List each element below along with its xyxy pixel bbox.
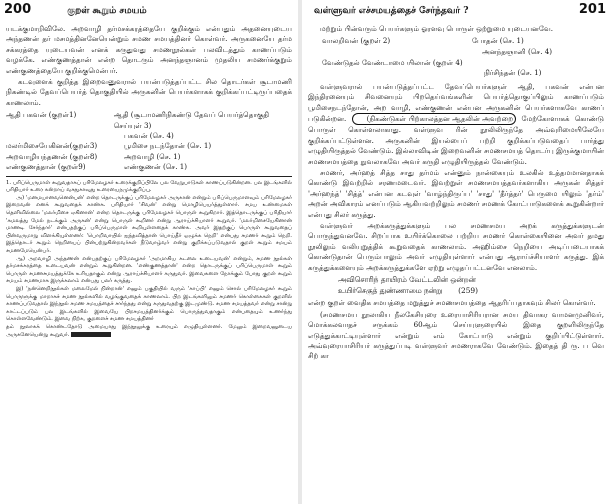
paragraph: கடவுளைக் குறித்த இறைவனுவரால் பயன்படுத்தப்பட்ட சில தொடர்கள் சூடாமணி நிகண்டில் தேவப்பெயர்த் தொகுதியில் அருகனின் பெயர்களாகக் குறிக்கப்பட்டிருப்பதைக் காணலாம். xyxy=(6,77,292,107)
footnote: அ) 'மனமயானவனென்பன்' என்ற தொடருக்குப் பரிமேலழகர் அருகான் என்றும் பரிப்பெருமாளவும் பரிமேலழகர் இறைவன் எனக் கூறுவதைக் காண்க. பரிதியார் 'சிவன்' என்று மொழிபெயர்த்துள்ளார். சமய உண்மைகள் தெளிவில்லை 'மலர்மிசை ஏகினான்' என்ற தொடருக்கு பரிமேலழகர் பொருள் கூறுகிறார். இத்தொடருக்குப் பரிதியார் 'கமலத்து மேல் நடக்கும் அருகன்' என்று பொருள் கூறினர் என்று ஆராய்ச்சியாளர் கூறுவர். 'மலர்மிசையேகினான் மாணடி சேர்ந்தார்' என்பதற்குப் பரிப்பெருமாள் கூறியுள்ளதைக் காண்க. அவர் இதற்குப் பொருள் கூறுவதைப் பின்வருமாறு விளக்கியுள்ளனர்: 'பொறிவாயில் ஐந்தவித்தான் பொய்தீர் ஒழுக்க நெறி' என்பது சமணர் கூறும் நெறி. இத்தொடர் கூறும் நெறியைப் பின்பற்றுகின்றவர்கள் நீடுவாழ்வர் என்று குறிக்கப்படுவதால் குறள் கூறும் சமயம் சமணமேயென்பர். xyxy=(6,194,292,255)
name-comparison-list xyxy=(308,36,604,78)
name-comparison-list xyxy=(6,110,292,172)
comparison-row: வாலறிவன் (குறள் 2) போதன் (செ. 1) xyxy=(322,36,524,46)
paragraph: சமணர், அர்ஹத் சித்த சாது தர்மம் என்னும் நான்கையும் உலகில் உத்தமமானதாகக் கொண்டு இவற்றில் சரணமடைவர். இவற்றுள் சமணசமயத்தவர்களாகிய அருகன் சித்தர் 'அர்ஹந்த்' 'சித்த்' என்பன கடவுள் 'வாழ்ந்திருப்ப' 'சாது' 'தீர்த்தர்' பெருமை யிலும் 'தர்ம்' அறன் அவிகாரம் எனப்படும் ஆகியவற்றிலும் சமணர் சமணக் கோட்பாடுகளைக் கூறுகின்றார் என்பது சிலர் கருத்து. xyxy=(308,168,604,219)
left-page-number: 200 xyxy=(4,2,32,17)
right-page xyxy=(302,0,610,504)
highlighted-passage: (நிகண்டுகள் பிற்காலத்தன ஆதலின் அவற்றை xyxy=(352,113,517,125)
paragraph: வள்ளுவர் அறக்கருத்துக்களும் பல சமணசமய அறக் கருத்துக்களுடன் பொருந்துவனவே. சிறப்பாக உயிர்க்கொலை பற்றிய சமணர் கொள்கையினை அவர் தமது நூலிலும் வலியுறுத்திக் கூறுவதைக் காணலாம். அஹிம்சை நெறியை அடிப்படையாகக் கொண்டுதான் பெரும்பாலும் அவர் எழுதியுள்ளார் என்பது ஆராய்ச்சியாளர் கருத்து. இக் கருத்துக்களையும் அறக்கருத்துக்களே ஏற்று எழுதப்பட்டனவே எனலாம். xyxy=(308,221,604,272)
paragraph: (சமணசமய நூலாகிய நீலகேசியுரை உரையாசிரியரான சமய திவாகர வாமனமுனிவர், மொக்கலவாதச் சருக்கம் 60ஆம் செய்யுளுரையில் இதை குறளிலிருந்தே எடுத்துக்காட்டியுள்ளார் என்றும் எம் கோட்பாடு என்றும் குறிப்பிட்டுள்ளார். அவ்வுரையாசிரியர் கருத்துப்படி வள்ளுவர் சமணராகவே வேண்டும். இதைத் தி ரு. ப வெ சிற் கா xyxy=(308,309,604,361)
comparison-row: வேண்டுதல் வேண்டாமை யிலான் (குறள் 4) xyxy=(322,57,463,67)
comparison-row: ஆதி பகவன் (குறள்1) ஆதி (சூடாமணிநிகண்டு தேவப் பெயர்த்தொகுதி செய்யுள் 3) xyxy=(6,110,270,130)
comparison-row: அறவாழியந்தணன் (குறள்8) அறவாழி (செ. 1) xyxy=(6,151,181,161)
ink-smear xyxy=(71,332,111,337)
footnote: ஆ) அறவாழி அந்தணன் என்பதற்குப் பரிமேலழகர் 'அறமாகிய கடலை உடையவன்' என்றும், சமண நூல்கள் தர்மசக்கரத்தை உடையவன் என்றும் கூறுகின்றன. 'எண்குணத்தான்' என்ற தொடருக்குப் பரிப்பெருமாள் கூறும் பொருள் சமணசமயத்துக்கே உரியதாகும் என்று ஆராய்ச்சியாளர் கருதுவர். இவைகளை நோக்கும் போது குறள் கூறும் சமயம் சமணமாக இருக்கலாம் என்பது பலர் கருத்து. xyxy=(6,255,292,285)
comparison-row: எண்குணத்தான் (குறள்9) எண்குணன் (செ. 1) xyxy=(6,162,187,172)
paragraph: வள்ளுவரால் பயன்படுத்தப்பட்ட தேவப்பெயர்களுள் ஆதி, பகவன் என்பன இந்திரனையும் சிவனையும் பிறதெய்வங்களின் பெயர்த்தொகுப்பிலும் காணப்படும் பூமிசைநடந்தோன், அற வாழி, எண்குணன் என்பன அருகனின் பெயர்களாகவே காணப் படுகின்றன. (நிகண்டுகள் பிற்காலத்தன ஆதலின் அவற்றை மேற்கோளாகக் கொண்டு பொருள் கொள்ளலாகாது. வள்ளுவ ரின் நூலிலிருந்தே அவ்வுரிமையிலேயே குறிக்கப்பட்டுள்ளன. அருகனின் இயல்பைப் பற்றி குறிக்கப்படுவதைப் பார்த்து எழுதியிருத்தல் வேண்டும். இல்லாவிடின் இறைவனின் சமணசமயத் தொடர்பு இருக்குமாயின் சமணசமயத்தை நுவலாகவே அவர் கருதி எழுதியிருத்தல் வேண்டும். xyxy=(308,81,604,166)
footnote: 1. பரிப்பெருமாள் கூறுவதாகப் பரிமேலழகர் உரைக்குறிப்பிலே பல வேறுபாடுகள் காணப்படுகின்றன. பல இடங்களில் பரிதியார் உரை கன்றாய் வசதுகாவுது உரையைநமுக்குறிப்பு. xyxy=(6,179,292,194)
verse-line: உயிர்செகுத் துண்ணாமை நன்று (259) xyxy=(338,285,479,295)
comparison-row: நிர்சிந்தன் (செ. 1) xyxy=(484,68,542,78)
comparison-row: அனந்தஞானி (செ. 4) xyxy=(482,47,553,56)
footnote: இ) 'நன்னெறிநூல்கள் மலைமேல் நின்றான்' எனும் பகுதியில் வரும் 'காப்பி' எனும் சொல் பரிமேலழகர் கூறும் பொருளுக்கு மாறாகச் சமண நூல்களில் வழங்குவதைக் காணலாம். பிற இடங்களிலும் சமணர் கொள்கைகள் குறளில் காணப்படுவதால் இந்நூல் சமண சமயத்தைச் சார்ந்தது என்று கருதுவதற்கு இடமுண்டு. சமண சமயத்தவர் என்று சான்று காட்டப்படும் பல இடங்களில் இவையே பிறசமயத்தினர்க்கும் பொருந்துவதாகும் என்பதையும் உணர்ந்து கொள்ளவேண்டும். இவை நிற்க, குறளைச் சமண சமயத்தினர் xyxy=(6,286,292,323)
left-page xyxy=(0,0,298,504)
verse-line: அவிசொரிந் தாயிரம் வேட்டலின் ஒன்றன் xyxy=(338,275,476,285)
right-page-body xyxy=(308,24,604,363)
comparison-row: பகவன் (செ. 4) xyxy=(124,131,174,141)
left-page-header xyxy=(4,2,294,20)
footnote: தம் நூலாகக் கொண்டதோடு அமையாது இந்நூலுக்கு உரையும் எழுதியுள்ளனர். மேலும் இறைவனுடைய அருகனேயென்று கூறுவர். xyxy=(6,323,292,338)
kural-verse xyxy=(338,275,604,296)
comparison-row: மலர்மிசையேகினன்(குறள்3) பூமிசை நடந்தோன் (செ. 1) xyxy=(6,141,212,151)
right-page-header-title: வள்ளுவர் எச்சமயத்தைச் சேர்ந்தவர் ? xyxy=(314,6,469,16)
right-page-header xyxy=(306,2,606,20)
paragraph: மற்றும் பின்வரும் பெயர்களும் ஓரளவு பொருள் ஒற்றுமை யுடையனவே. xyxy=(320,24,554,33)
left-page-header-title: குறள் கூறும் சமயம் xyxy=(67,6,147,16)
right-page-number: 201 xyxy=(578,2,606,17)
footnotes xyxy=(6,176,292,339)
verse-number: (259) xyxy=(458,285,479,295)
paragraph: என்ற குறள் வைதிக சமயத்தை மறுத்துச் சமணசமயத்தை ஆதரிப்பதாகவும் சிலர் கொள்வர். xyxy=(308,298,596,308)
left-page-body xyxy=(6,24,292,339)
paragraph: யடக்குமாறிவிலே. அறவாழி தர்மசக்கரத்தையே குறிக்கும் என்பதும் அதனையுடைய அந்தணன் தர் மசமத்தினனேயென்றும் சமண சமயத்தினர் கொள்வர். அருகனையே தர்ம சக்கரத்தை யுடையவன் எனக் கருதுவது சமணநூல்கள் பலவிடத்தும் காணப்படும் வழக்கே. எண்குணத்தான் என்ற தொடரும் அனந்தஞானம் முதலிய சமணர்க்குறும் எண்குணத்தையே குறிக்குமென்பர். xyxy=(6,24,292,75)
